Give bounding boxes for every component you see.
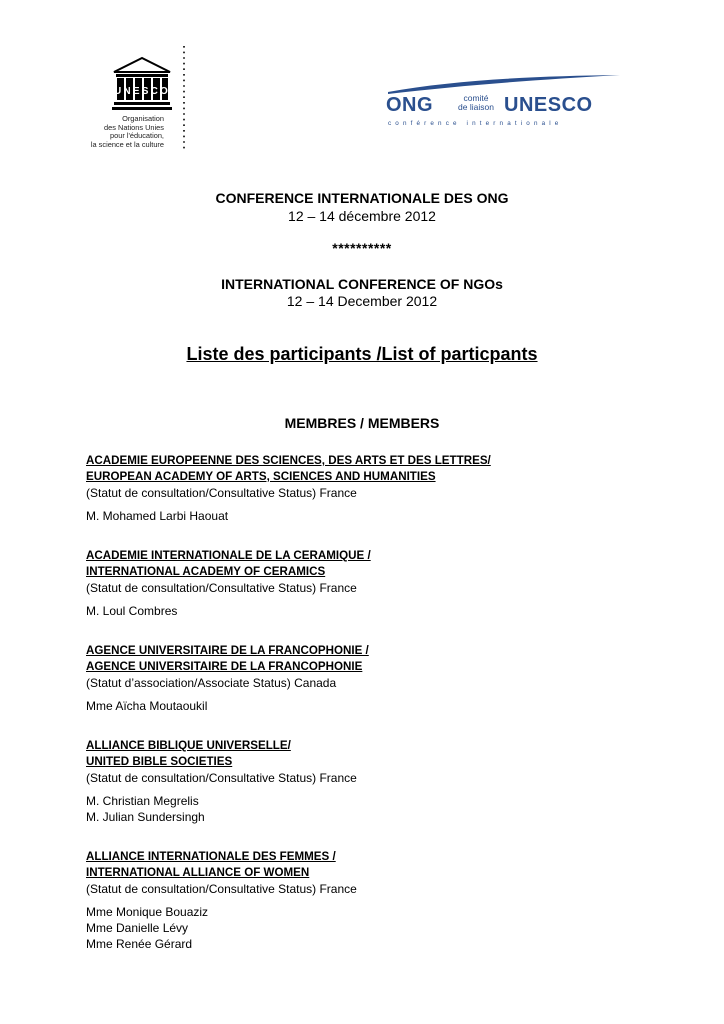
org-name-fr: AGENCE UNIVERSITAIRE DE LA FRANCOPHONIE / (86, 644, 369, 657)
participant-list (86, 698, 646, 714)
org-name-fr: ACADEMIE INTERNATIONALE DE LA CERAMIQUE / (86, 549, 371, 562)
participant: M. Christian Megrelis (86, 794, 199, 808)
ong-word: ONG (386, 94, 434, 116)
ong-subtitle: conférence internationale (388, 120, 563, 127)
org-name-fr: ACADEMIE EUROPEENNE DES SCIENCES, DES ARTS ET DES LETTRES/ (86, 454, 491, 467)
swoosh-icon (384, 72, 624, 96)
participant: Mme Monique Bouaziz (86, 905, 209, 919)
org-status: (Statut de consultation/Consultative Status) France (86, 581, 357, 595)
org-status: (Statut d’association/Associate Status) Canada (86, 676, 337, 690)
org-status: (Statut de consultation/Consultative Status) France (86, 771, 357, 785)
ong-unesco-logo (384, 72, 624, 132)
unesco-logo (84, 44, 194, 154)
organisation-entry (86, 849, 646, 952)
participant-list (86, 508, 646, 524)
separator-stars: ********** (332, 240, 392, 256)
conference-date-en: 12 – 14 December 2012 (286, 293, 438, 309)
organisation-list (86, 453, 646, 976)
list-title: Liste des participants /List of particpants (186, 344, 538, 364)
org-name-en: EUROPEAN ACADEMY OF ARTS, SCIENCES AND HUMANITIES (86, 470, 436, 483)
org-name-en: INTERNATIONAL ALLIANCE OF WOMEN (86, 866, 310, 879)
unesco-wordmark: UNESCO (114, 86, 170, 97)
organisation-entry (86, 738, 646, 825)
organisation-entry (86, 643, 646, 714)
participant: Mme Aïcha Moutaoukil (86, 699, 208, 713)
conference-title-fr: CONFERENCE INTERNATIONALE DES ONG (215, 190, 509, 206)
org-name-en: INTERNATIONAL ACADEMY OF CERAMICS (86, 565, 326, 578)
dotted-divider (182, 46, 186, 152)
participant: Mme Renée Gérard (86, 937, 193, 951)
participant-list (86, 904, 646, 952)
org-name-fr: ALLIANCE BIBLIQUE UNIVERSELLE/ (86, 739, 291, 752)
participant: Mme Danielle Lévy (86, 921, 189, 935)
organisation-entry (86, 548, 646, 619)
organisation-entry (86, 453, 646, 524)
participant: M. Loul Combres (86, 604, 178, 618)
ong-comite: comité de liaison (458, 93, 494, 112)
participant-list (86, 603, 646, 619)
participant: M. Mohamed Larbi Haouat (86, 509, 229, 523)
org-status: (Statut de consultation/Consultative Status) France (86, 486, 357, 500)
unesco-temple-icon (112, 56, 172, 112)
org-name-fr: ALLIANCE INTERNATIONALE DES FEMMES / (86, 850, 336, 863)
conference-title-en: INTERNATIONAL CONFERENCE OF NGOs (221, 276, 503, 292)
org-name-en: UNITED BIBLE SOCIETIES (86, 755, 233, 768)
org-name-en: AGENCE UNIVERSITAIRE DE LA FRANCOPHONIE (86, 660, 363, 673)
org-status: (Statut de consultation/Consultative Status) France (86, 882, 357, 896)
participant: M. Julian Sundersingh (86, 810, 205, 824)
unesco-caption: Organisation des Nations Unies pour l'éducation, la science et la culture (90, 114, 164, 149)
members-heading: MEMBRES / MEMBERS (284, 415, 440, 431)
ong-unesco-word: UNESCO (504, 94, 593, 116)
participant-list (86, 793, 646, 825)
conference-date-fr: 12 – 14 décembre 2012 (288, 208, 436, 224)
